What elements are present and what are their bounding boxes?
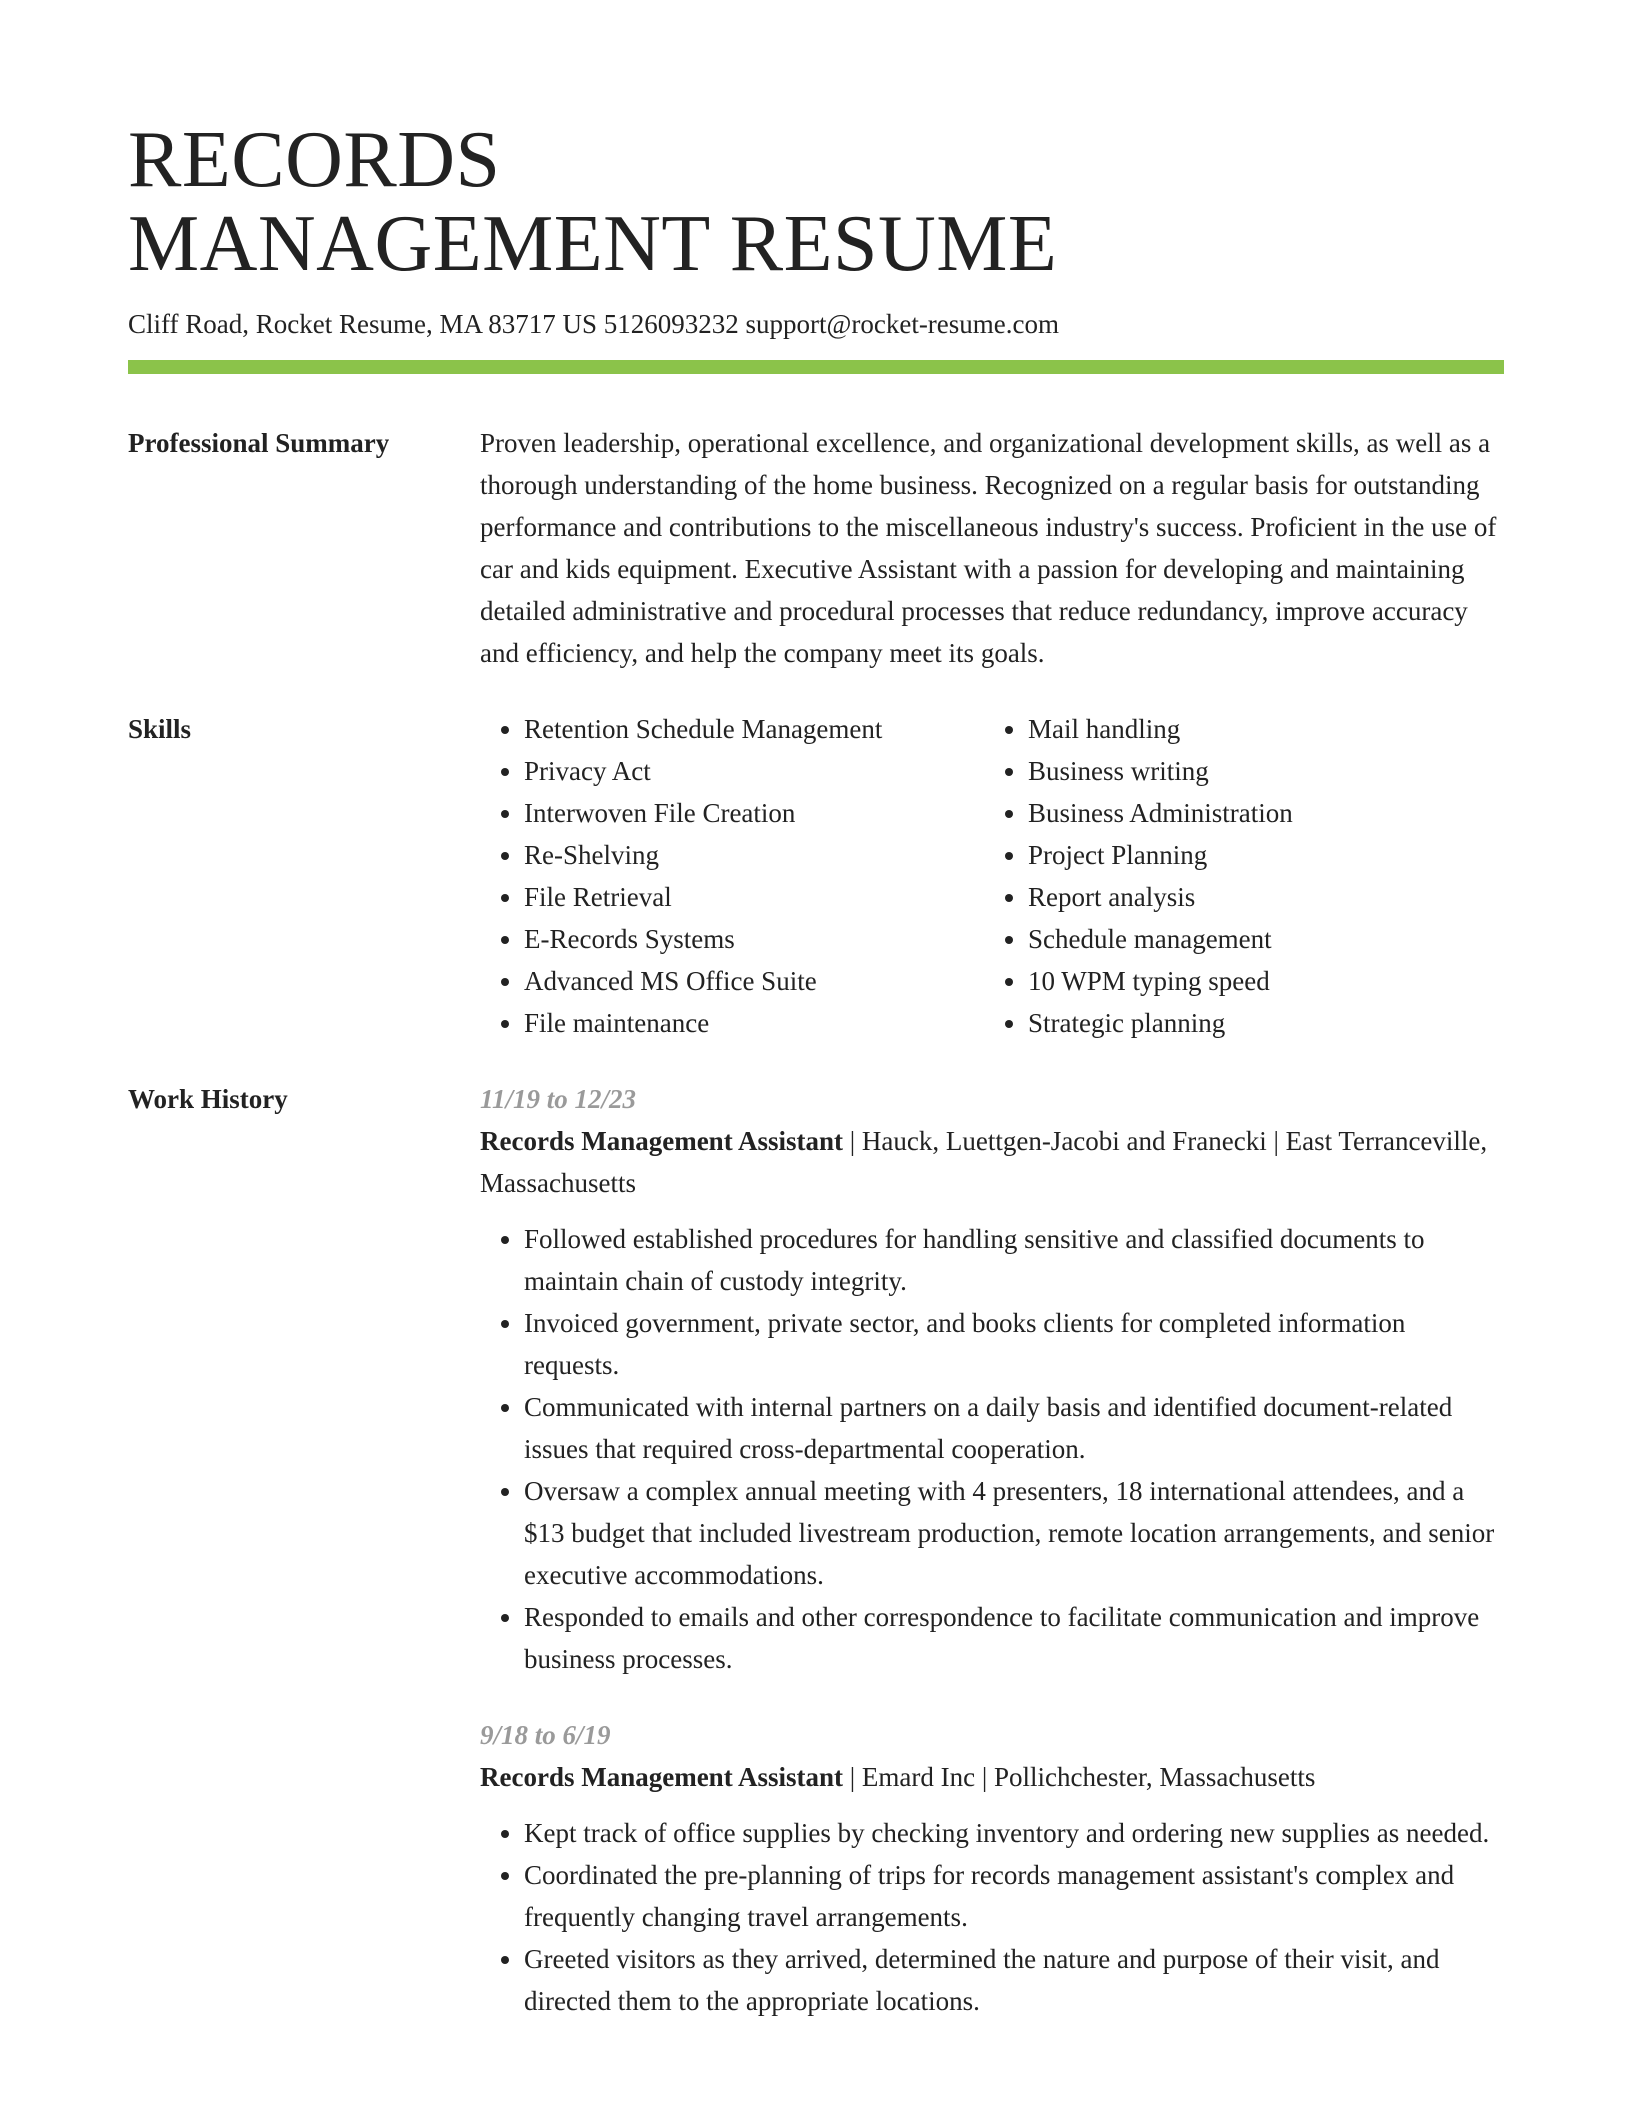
- skill-item: • Project Planning: [1028, 834, 1488, 876]
- resume-page: [128, 118, 1504, 2056]
- skill-item: • Report analysis: [1028, 876, 1488, 918]
- section-body-work: [480, 1078, 1504, 2056]
- job-title: Records Management Assistant: [480, 1762, 843, 1792]
- contact-info: Cliff Road, Rocket Resume, MA 83717 US 5126093232 support@rocket-resume.com: [128, 309, 1060, 339]
- section-label-summary: Professional Summary: [128, 428, 390, 458]
- title-line-1: RECORDS: [128, 116, 501, 204]
- job-bullet: • Kept track of office supplies by checking inventory and ordering new supplies as needed.: [524, 1812, 1504, 1854]
- skill-item: • Privacy Act: [524, 750, 984, 792]
- section-skills: [128, 708, 1504, 1044]
- job-heading: [480, 1120, 1504, 1204]
- skills-list: [480, 708, 1504, 1044]
- job-bullet: • Communicated with internal partners on a daily basis and identified document-related issues that required cross-departmental cooperation.: [524, 1386, 1504, 1470]
- skill-item: • Schedule management: [1028, 918, 1488, 960]
- skill-item: • Interwoven File Creation: [524, 792, 984, 834]
- job-title: Records Management Assistant: [480, 1126, 843, 1156]
- job-entry: [480, 1714, 1504, 2022]
- accent-divider: [128, 360, 1504, 374]
- job-bullet: • Oversaw a complex annual meeting with 4 presenters, 18 international attendees, and a $13 budget that included livestream production, remote location arrangements, and senior executive accommodations.: [524, 1470, 1504, 1596]
- skill-item: • Re-Shelving: [524, 834, 984, 876]
- skills-column-1: [480, 708, 984, 1044]
- section-work-history: [128, 1078, 1504, 2056]
- skill-item: • Retention Schedule Management: [524, 708, 984, 750]
- job-heading: [480, 1756, 1504, 1798]
- job-bullets: [480, 1812, 1504, 2022]
- job-bullets: [480, 1218, 1504, 1680]
- job-bullet: • Responded to emails and other correspondence to facilitate communication and improve business processes.: [524, 1596, 1504, 1680]
- skill-item: • E-Records Systems: [524, 918, 984, 960]
- job-bullet: • Greeted visitors as they arrived, determined the nature and purpose of their visit, and directed them to the appropriate locations.: [524, 1938, 1504, 2022]
- job-employer-location: | Hauck, Luettgen-Jacobi and Franecki | East Terranceville, Massachusetts: [480, 1126, 1488, 1198]
- skill-item: • 10 WPM typing speed: [1028, 960, 1488, 1002]
- section-body-summary: [480, 422, 1504, 674]
- section-label-work: Work History: [128, 1084, 288, 1114]
- skill-item: • Mail handling: [1028, 708, 1488, 750]
- job-bullet: • Coordinated the pre-planning of trips for records management assistant's complex and frequently changing travel arrangements.: [524, 1854, 1504, 1938]
- job-employer-location: | Emard Inc | Pollichchester, Massachusetts: [842, 1762, 1316, 1792]
- job-bullet: • Invoiced government, private sector, and books clients for completed information requests.: [524, 1302, 1504, 1386]
- job-entry: [480, 1078, 1504, 1680]
- section-label-skills: Skills: [128, 714, 192, 744]
- job-dates: 9/18 to 6/19: [480, 1720, 611, 1750]
- title-line-2: MANAGEMENT RESUME: [128, 200, 1058, 288]
- skill-item: • File Retrieval: [524, 876, 984, 918]
- skill-item: • Advanced MS Office Suite: [524, 960, 984, 1002]
- skill-item: • File maintenance: [524, 1002, 984, 1044]
- skills-column-2: [984, 708, 1488, 1044]
- resume-title: [128, 118, 1504, 286]
- job-bullet: • Followed established procedures for handling sensitive and classified documents to maintain chain of custody integrity.: [524, 1218, 1504, 1302]
- summary-text: Proven leadership, operational excellence, and organizational development skills, as well as a thorough understanding of the home business. Recognized on a regular basis for outstanding performance and contributions to the miscellaneous industry's success. Proficient in the use of car and kids equipment. Executive Assistant with a passion for developing and maintaining detailed administrative and procedural processes that reduce redundancy, improve accuracy and efficiency, and help the company meet its goals.: [480, 428, 1497, 668]
- section-professional-summary: [128, 422, 1504, 674]
- skill-item: • Strategic planning: [1028, 1002, 1488, 1044]
- skill-item: • Business Administration: [1028, 792, 1488, 834]
- job-dates: 11/19 to 12/23: [480, 1084, 637, 1114]
- skill-item: • Business writing: [1028, 750, 1488, 792]
